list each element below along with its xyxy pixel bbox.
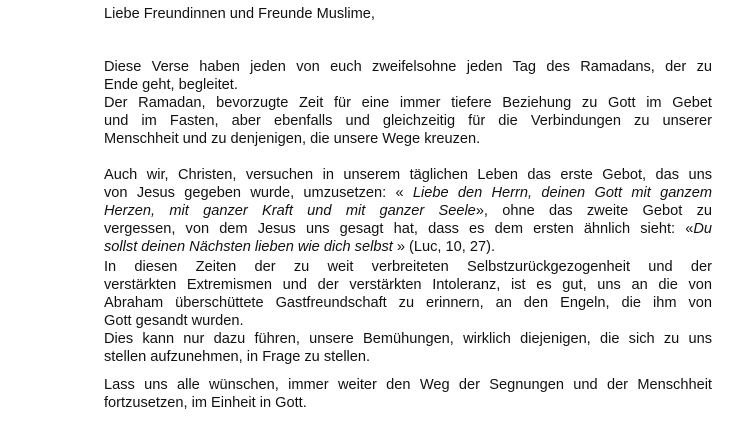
citation: » (Luc, 10, 27). [392, 239, 496, 255]
text-line: Lass uns alle wünschen, immer weiter den Weg der Segnungen und der Menschheit [104, 377, 712, 393]
text-line [104, 238, 712, 256]
text-line: Auch wir, Christen, versuchen in unserem täglichen Leben das erste Gebot, das uns [104, 167, 712, 183]
text-line [104, 202, 712, 220]
text-line: Abraham überschüttete Gastfreundschaft zu erinnern, an den Engeln, die ihm von [104, 295, 712, 311]
text-line [104, 220, 712, 238]
text-line: stellen aufzunehmen, in Frage zu stellen. [104, 349, 371, 365]
paragraph-abraham [104, 258, 712, 366]
text-line: Der Ramadan, bevorzugte Zeit für eine immer tiefere Beziehung zu Gott im Gebet [104, 95, 712, 111]
quote-segment: sollst deinen Nächsten lieben wie dich selbst [104, 239, 393, 255]
text-line: Ende geht, begleitet. [104, 77, 238, 93]
text-line: Dies kann nur dazu führen, unsere Bemühungen, wirklich diejenigen, die sich zu uns [104, 331, 712, 347]
text-line: Gott gesandt wurden. [104, 313, 244, 329]
quote-segment: Herzen, mit ganzer Kraft und mit ganzer Seele [104, 203, 476, 219]
text-segment: von Jesus gegeben wurde, umzusetzen: « [104, 185, 413, 201]
quote-segment: Du [693, 221, 712, 237]
text-line [104, 184, 712, 202]
paragraph-ramadan [104, 58, 712, 148]
text-line: In diesen Zeiten der zu weit verbreiteten Selbstzurückgezogenheit und der [104, 259, 712, 275]
text-line: Menschheit und zu denjenigen, die unsere Wege kreuzen. [104, 131, 481, 147]
paragraph-closing [104, 376, 712, 412]
quote-segment: Liebe den Herrn, deinen Gott mit ganzem [412, 185, 712, 201]
text-line: Diese Verse haben jeden von euch zweifelsohne jeden Tag des Ramadans, der zu [104, 59, 712, 75]
text-line: fortzusetzen, im Einheit in Gott. [104, 395, 307, 411]
text-line: und im Fasten, aber ebenfalls und gleichzeitig für die Verbindungen zu unserer [104, 113, 712, 129]
text-segment: », ohne das zweite Gebot zu [475, 203, 712, 219]
text-segment: vergessen, von dem Jesus uns gesagt hat, dass es dem ersten ähnlich sieht: « [104, 221, 694, 237]
text-line: verstärkten Extremismen und der verstärkten Intoleranz, ist es gut, uns an die von [104, 277, 712, 293]
paragraph-christians [104, 166, 712, 256]
greeting: Liebe Freundinnen und Freunde Muslime, [104, 6, 375, 22]
